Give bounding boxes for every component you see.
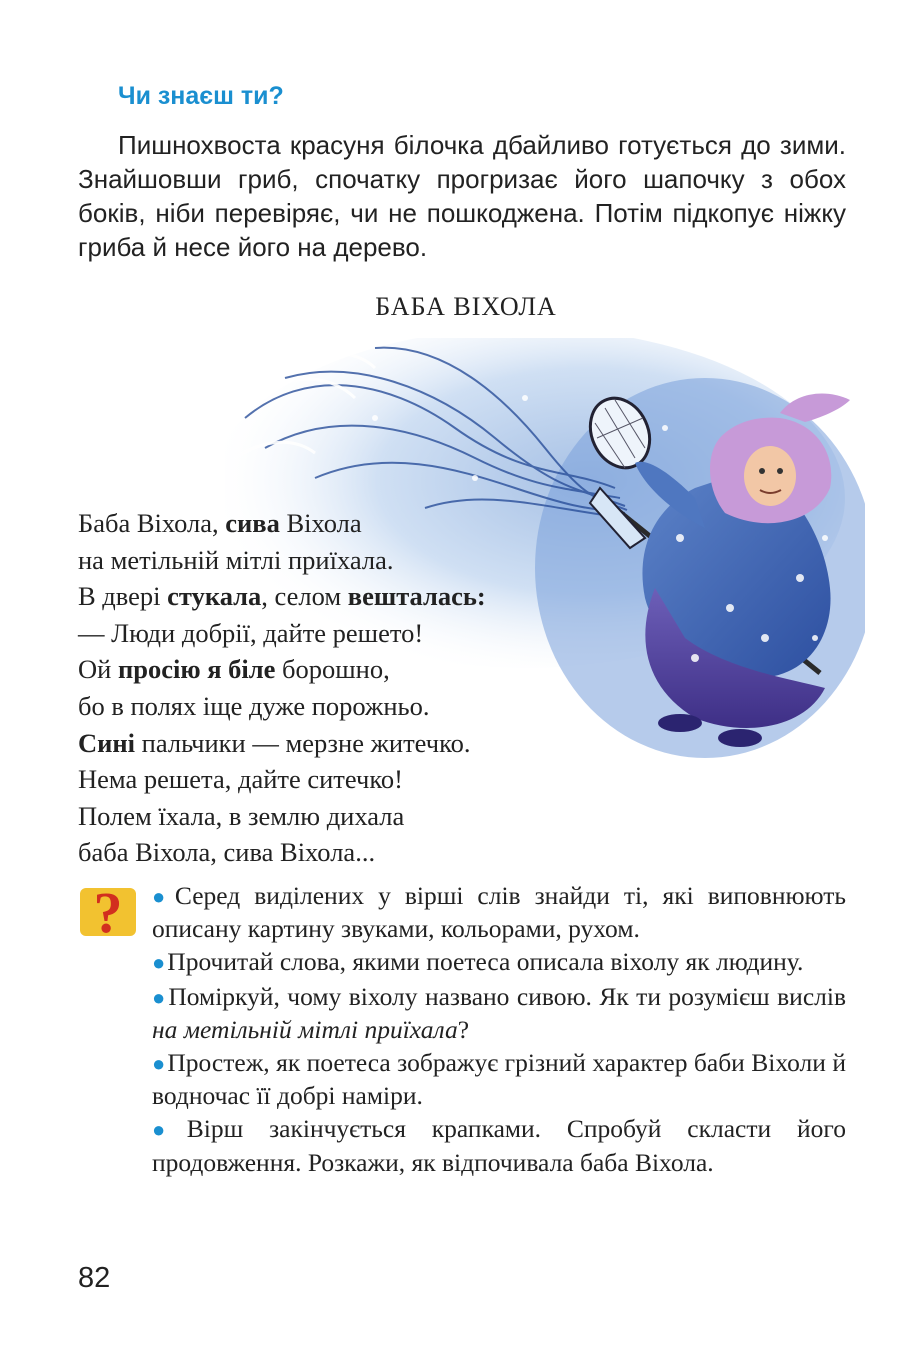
poem-line	[78, 505, 486, 542]
question-mark-icon	[80, 880, 136, 940]
poem-line	[78, 834, 486, 871]
task-text: Прочитай слова, якими поетеса описала віхолу як людину.	[167, 947, 804, 977]
page-number: 82	[78, 1262, 111, 1294]
poem-text-segment: Полем їхала, в землю дихала	[78, 800, 405, 831]
poem-line	[78, 615, 486, 652]
poem-text-segment: Ой	[78, 654, 118, 685]
task-quoted-phrase: на метільній мітлі приїхала	[152, 1014, 458, 1044]
poem-highlighted-word: сива	[225, 508, 280, 538]
task-list	[152, 880, 846, 1180]
bullet-icon: ●	[152, 884, 173, 909]
poem-highlighted-word: стукала	[167, 581, 262, 612]
task-item	[152, 1113, 846, 1178]
task-item	[152, 880, 846, 945]
poem-text-segment: бо в полях іще дуже порожньо.	[78, 690, 430, 721]
section-title-did-you-know: Чи знаєш ти?	[118, 82, 284, 110]
poem-line	[78, 761, 486, 798]
poem-line	[78, 688, 486, 725]
poem-highlighted-word: Сині	[78, 727, 136, 758]
poem-line	[78, 542, 486, 579]
task-text: Поміркуй, чому віхолу названо сивою. Як ти розумієш вислів	[168, 981, 846, 1011]
poem-text-segment: — Люди добрії, дайте решето!	[78, 617, 424, 648]
bullet-icon: ●	[152, 984, 167, 1010]
task-text: Простеж, як поетеса зображує грізний характер баби Віхоли й водночас її добрі наміри.	[152, 1048, 846, 1111]
poem-line	[78, 798, 486, 835]
poem-line	[78, 725, 486, 762]
poem-highlighted-word: просію я біле	[117, 654, 276, 685]
poem-text-segment: В двері	[78, 581, 168, 612]
poem-text-segment: Баба Віхола,	[78, 508, 226, 538]
task-item	[152, 1047, 846, 1112]
fact-text: Пишнохвоста красуня білочка дбайливо готується до зими. Знайшовши гриб, спочатку прогризає його шапочку з обох боків, ніби перевіряє, чи не пошкоджена. Потім підкопує ніжку гриба й несе його на дерево.	[78, 130, 846, 262]
poem-text	[78, 505, 486, 871]
task-text: ?	[457, 1014, 470, 1044]
bullet-icon: ●	[152, 1051, 166, 1077]
bullet-icon: ●	[152, 950, 166, 976]
fact-paragraph	[78, 128, 846, 264]
poem-line	[78, 578, 486, 615]
poem-line	[78, 651, 486, 688]
poem-text-segment: пальчики — мерзне житечко.	[135, 727, 471, 758]
poem-text-segment: Нема решета, дайте ситечко!	[78, 764, 403, 795]
svg-text:?: ?	[93, 880, 123, 940]
task-text: Вірш закінчується крапками. Спробуй скласти його продовження. Розкажи, як відпочивала баба Віхола.	[152, 1114, 846, 1177]
poem-highlighted-word: вешталась:	[347, 581, 486, 612]
task-text: Серед виділених у вірші слів знайди ті, які виповнюють описану картину звуками, кольорами, рухом.	[152, 881, 847, 944]
poem-text-segment: , селом	[261, 581, 348, 612]
poem-text-segment: Віхола	[279, 508, 362, 538]
poem-text-segment: баба Віхола, сива Віхола...	[78, 837, 376, 868]
bullet-icon: ●	[152, 1117, 185, 1143]
poem-title: БАБА ВІХОЛА	[375, 292, 557, 321]
task-item	[152, 981, 846, 1046]
task-item	[152, 946, 846, 979]
poem-text-segment: борошно,	[275, 654, 390, 685]
poem-text-segment: на метільній мітлі приїхала.	[78, 544, 394, 575]
